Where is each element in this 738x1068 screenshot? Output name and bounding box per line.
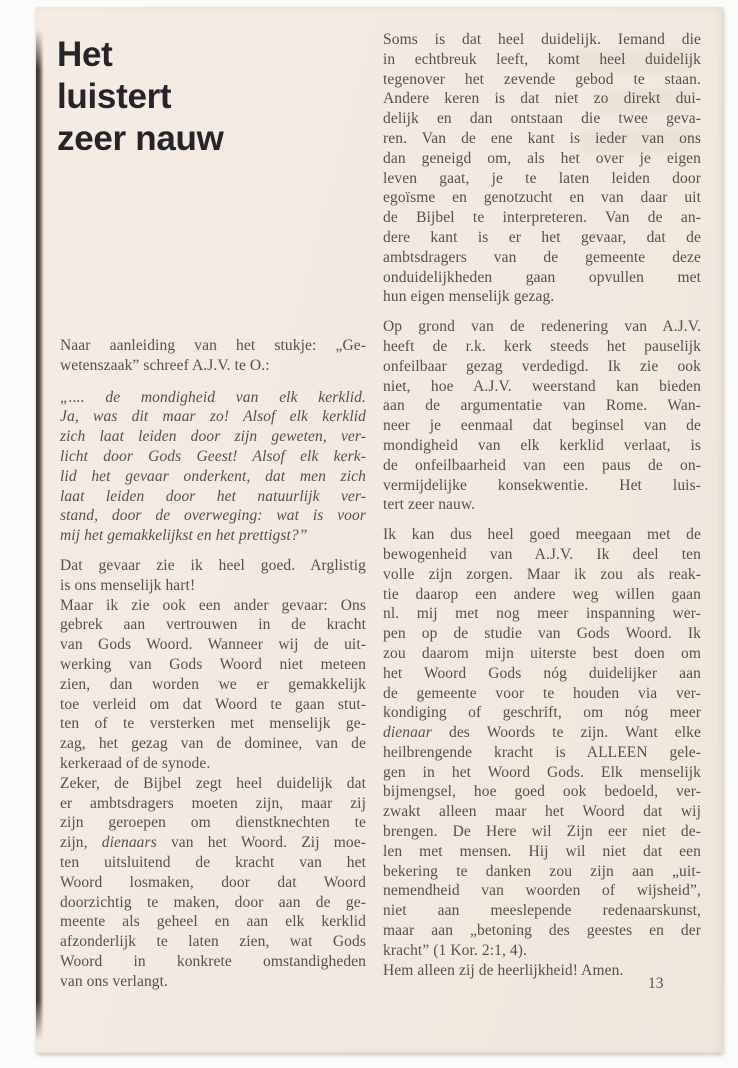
response-paragraph-3: Zeker, de Bijbel zegt heel duidelijk dat er ambtsdragers moeten zijn, maar zij zijn geroepen om dienstknechten te zijn, dienaars van het Woord. Zij moe- ten uitsluitend de kracht van het Woord losmaken, door dat Woord doorzichtig te maken, door aan de ge- meente als geheel en aan elk kerklid afzonderlijk te laten zien, wat Gods Woord in konkrete omstandigheden van ons verlangt. bbox=[60, 774, 366, 990]
closing-paragraph: Hem alleen zij de heerlijkheid! Amen. bbox=[383, 961, 624, 979]
right-column bbox=[383, 30, 701, 980]
right-paragraph-2: Op grond van de redenering van A.J.V. heeft de r.k. kerk steeds het pauselijk onfeilbaar gezag verdedigd. Ik zie ook niet, hoe A.J.V. weerstand kan bieden aan de argumentatie van Rome. Wan- neer je eenmaal dat beginsel van de mondigheid van elk kerklid verlaat, is de onfeilbaarheid van een paus de on- vermijdelijke konsekwentie. Het luis- tert zeer nauw. bbox=[383, 318, 701, 514]
article-title: Het luistert zeer nauw bbox=[57, 35, 224, 158]
quote-paragraph: „.... de mondigheid van elk kerklid. Ja, was dit maar zo! Alsof elk kerklid zich laat leiden door zijn geweten, ver- licht door Gods Geest! Alsof elk kerk- lid het gevaar onderkent, dat men zich laat leiden door het natuurlijk ver- stand, door de overweging: wat is voor mij het gemakkelijkst en het prettigst?” bbox=[60, 388, 366, 545]
left-column bbox=[60, 336, 366, 992]
response-paragraph-1: Dat gevaar zie ik heel goed. Arglistig is ons menselijk hart! bbox=[60, 556, 366, 594]
page-spine-shadow bbox=[36, 29, 44, 1041]
intro-paragraph: Naar aanleiding van het stukje: „Ge- wetenszaak” schreef A.J.V. te O.: bbox=[60, 337, 366, 374]
page-sheet bbox=[36, 7, 723, 1053]
right-paragraph-1: Soms is dat heel duidelijk. Iemand die in echtbreuk leeft, komt heel duidelijk tegenover het zevende gebod te staan. Andere keren is dat niet zo direkt dui- delijk en dan ontstaan die twee geva- ren. Van de ene kant is ieder van ons dan geneigd om, als het over je eigen leven gaat, je te laten leiden door egoïsme en genotzucht en van daar uit de Bijbel te interpreteren. Van de an- dere kant is er het gevaar, dat de ambtsdragers van de gemeente deze onduidelijkheden gaan opvullen met hun eigen menselijk gezag. bbox=[383, 31, 701, 306]
page-number: 13 bbox=[648, 975, 664, 992]
right-paragraph-3: Ik kan dus heel goed meegaan met de bewogenheid van A.J.V. Ik deel ten volle zijn zorgen. Maar ik zou als reak- tie daarop een andere weg willen gaan nl. mij met nog meer inspanning wer- pen op de studie van Gods Woord. Ik zou daarom mijn uiterste best doen om het Woord Gods nóg duidelijker aan de gemeente voor te houden via ver- kondiging of geschrift, om nóg meer dienaar des Woords te zijn. Want elke heilbrengende kracht is ALLEEN gele- gen in het Woord Gods. Elk menselijk bijmengsel, hoe goed ook bedoeld, ver- zwakt alleen maar het Woord dat wij brengen. De Here wil Zijn eer niet de- len met mensen. Hij wil niet dat een bekering te danken zou zijn aan „uit- nemendheid van woorden of wijsheid”, niet aan meeslepende redenaarskunst, maar aan „betoning des geestes en der kracht” (1 Kor. 2:1, 4). bbox=[383, 526, 701, 959]
response-paragraph-2: Maar ik zie ook een ander gevaar: Ons gebrek aan vertrouwen in de kracht van Gods Woord. Wanneer wij de uit- werking van Gods Woord niet meteen zien, dan worden we er gemakkelijk toe verleid om dat Woord te gaan stut- ten of te versterken met menselijk ge- zag, het gezag van de dominee, van de kerkeraad of de synode. bbox=[60, 596, 366, 772]
